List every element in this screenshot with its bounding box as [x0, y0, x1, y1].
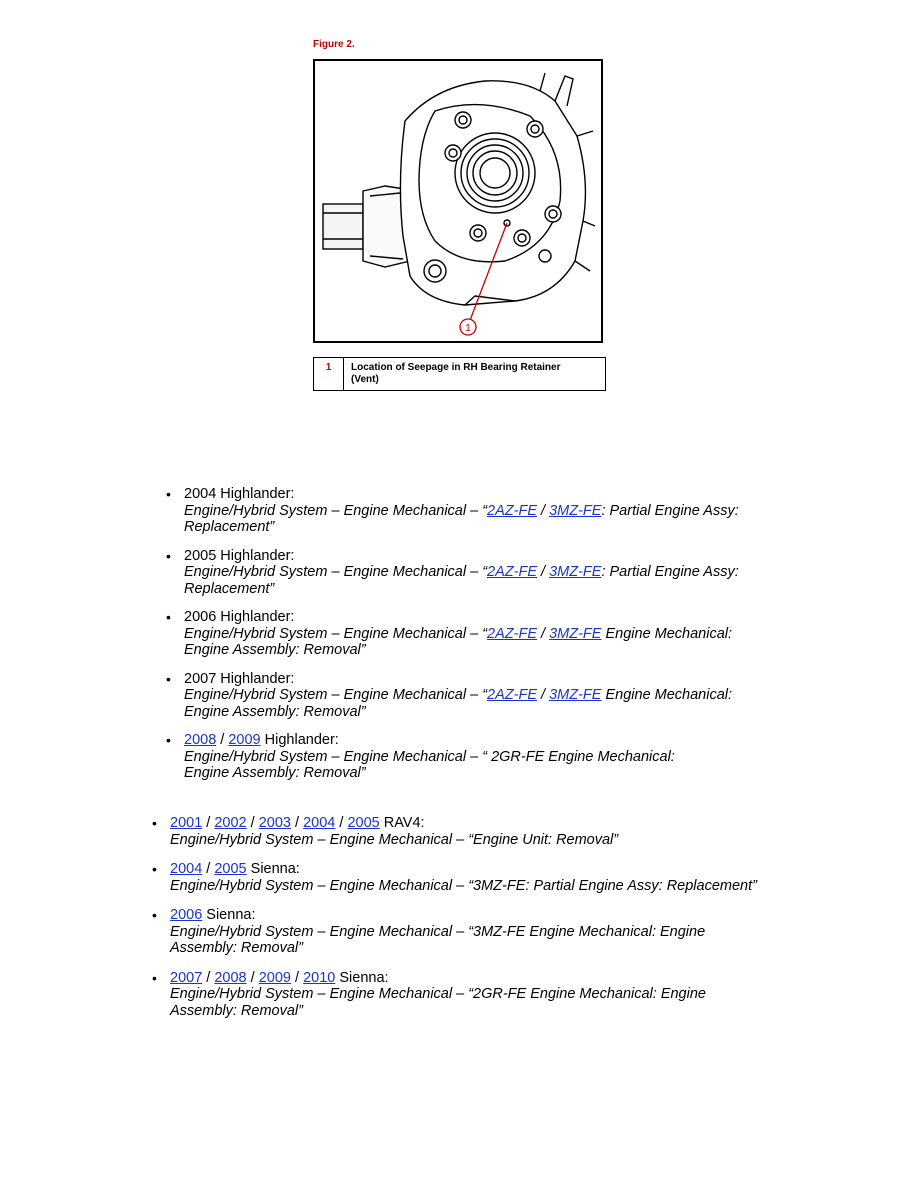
- separator: /: [537, 625, 550, 642]
- bullet: •: [166, 547, 171, 564]
- link-3mz-fe[interactable]: 3MZ-FE: [549, 502, 602, 519]
- link-3mz-fe[interactable]: 3MZ-FE: [549, 564, 602, 580]
- reference-text: Engine/Hybrid System – Engine Mechanical – “3MZ-FE: Partial Engine Assy: Replacement”: [170, 877, 757, 894]
- highlander-reference-list: [166, 486, 784, 794]
- separator: /: [335, 815, 348, 831]
- list-item: [166, 732, 784, 782]
- list-item: [152, 861, 810, 894]
- link-year-2001[interactable]: 2001: [170, 815, 203, 831]
- model-name: Highlander:: [220, 670, 295, 687]
- link-3mz-fe[interactable]: 3MZ-FE: [549, 687, 602, 703]
- reference-text: Engine/Hybrid System – Engine Mechanical – “: [184, 687, 488, 703]
- separator: /: [202, 861, 215, 877]
- list-item: [152, 815, 810, 848]
- bullet: •: [152, 861, 157, 877]
- reference-text: Engine/Hybrid System – Engine Mechanical – “: [184, 502, 488, 519]
- reference-text: Engine/Hybrid System – Engine Mechanical – “ 2GR-FE Engine Mechanical:: [184, 748, 675, 765]
- separator: /: [290, 815, 304, 831]
- reference-text: : Partial Engine Assy:: [601, 502, 739, 519]
- list-item: [152, 969, 810, 1020]
- link-year-2008[interactable]: 2008: [214, 969, 247, 986]
- reference-text: Replacement”: [184, 519, 275, 535]
- link-year-2008[interactable]: 2008: [184, 732, 217, 748]
- model-name: Highlander:: [220, 609, 295, 625]
- model-year: 2005: [184, 547, 217, 564]
- separator: /: [290, 969, 304, 986]
- rav4-sienna-reference-list: [152, 815, 810, 1032]
- link-2az-fe[interactable]: 2AZ-FE: [487, 502, 537, 519]
- legend-line-2: (Vent): [351, 374, 379, 385]
- separator: /: [202, 969, 215, 986]
- model-name: Sienna:: [335, 969, 389, 986]
- reference-text: Engine Assembly: Removal”: [184, 765, 366, 781]
- reference-text: : Partial Engine Assy:: [601, 564, 739, 580]
- reference-text: Assembly: Removal”: [170, 940, 303, 956]
- figure-title: Figure 2.: [313, 39, 355, 50]
- link-year-2004[interactable]: 2004: [170, 861, 203, 877]
- link-year-2007[interactable]: 2007: [170, 969, 203, 986]
- link-year-2005[interactable]: 2005: [214, 861, 247, 877]
- link-year-2005[interactable]: 2005: [347, 815, 380, 831]
- bullet: •: [152, 815, 157, 831]
- bullet: •: [166, 670, 171, 687]
- model-year: 2004: [184, 486, 217, 502]
- list-item: [166, 547, 784, 598]
- reference-text: Engine Mechanical:: [601, 625, 733, 642]
- separator: /: [216, 732, 229, 748]
- link-year-2006[interactable]: 2006: [170, 907, 203, 923]
- bullet: •: [166, 609, 171, 625]
- legend-description: [344, 358, 605, 390]
- list-item: [166, 609, 784, 659]
- link-year-2004[interactable]: 2004: [303, 815, 336, 831]
- link-2az-fe[interactable]: 2AZ-FE: [487, 564, 537, 580]
- separator: /: [537, 687, 550, 703]
- list-item: [166, 486, 784, 536]
- bullet: •: [166, 732, 171, 748]
- reference-text: Engine/Hybrid System – Engine Mechanical – “: [184, 564, 488, 580]
- legend-line-1: Location of Seepage in RH Bearing Retainer: [351, 362, 561, 373]
- model-name: Sienna:: [246, 861, 300, 877]
- reference-text: Replacement”: [184, 580, 275, 597]
- reference-text: Engine/Hybrid System – Engine Mechanical – “: [184, 625, 488, 642]
- separator: /: [246, 969, 259, 986]
- reference-text: Engine/Hybrid System – Engine Mechanical – “2GR-FE Engine Mechanical: Engine: [170, 986, 706, 1002]
- reference-text: Engine/Hybrid System – Engine Mechanical – “Engine Unit: Removal”: [170, 831, 619, 848]
- bullet: •: [152, 969, 157, 986]
- model-name: Highlander:: [260, 732, 339, 748]
- model-name: Sienna:: [202, 907, 256, 923]
- separator: /: [537, 564, 550, 580]
- callout-number: 1: [465, 323, 471, 334]
- reference-text: Engine Assembly: Removal”: [184, 703, 366, 720]
- list-item: [152, 907, 810, 957]
- separator: /: [202, 815, 215, 831]
- separator: /: [537, 502, 550, 519]
- link-2az-fe[interactable]: 2AZ-FE: [487, 687, 537, 703]
- legend-number: 1: [314, 358, 344, 390]
- link-year-2009[interactable]: 2009: [258, 969, 291, 986]
- list-item: [166, 670, 784, 721]
- reference-text: Engine Mechanical:: [601, 687, 733, 703]
- link-3mz-fe[interactable]: 3MZ-FE: [549, 625, 602, 642]
- model-name: Highlander:: [220, 486, 295, 502]
- model-name: Highlander:: [220, 547, 295, 564]
- link-2az-fe[interactable]: 2AZ-FE: [487, 625, 537, 642]
- figure-legend-table: [313, 357, 606, 391]
- reference-text: Engine/Hybrid System – Engine Mechanical – “3MZ-FE Engine Mechanical: Engine: [170, 923, 706, 940]
- reference-text: Engine Assembly: Removal”: [184, 642, 366, 658]
- reference-text: Assembly: Removal”: [170, 1002, 303, 1019]
- bullet: •: [152, 907, 157, 923]
- bullet: •: [166, 486, 171, 502]
- link-year-2002[interactable]: 2002: [214, 815, 247, 831]
- figure-illustration: [313, 59, 603, 343]
- link-year-2003[interactable]: 2003: [258, 815, 291, 831]
- link-year-2009[interactable]: 2009: [228, 732, 261, 748]
- model-name: RAV4:: [379, 815, 425, 831]
- model-year: 2007: [184, 670, 217, 687]
- model-year: 2006: [184, 609, 217, 625]
- separator: /: [246, 815, 259, 831]
- link-year-2010[interactable]: 2010: [303, 969, 336, 986]
- differential-drawing: [315, 61, 601, 341]
